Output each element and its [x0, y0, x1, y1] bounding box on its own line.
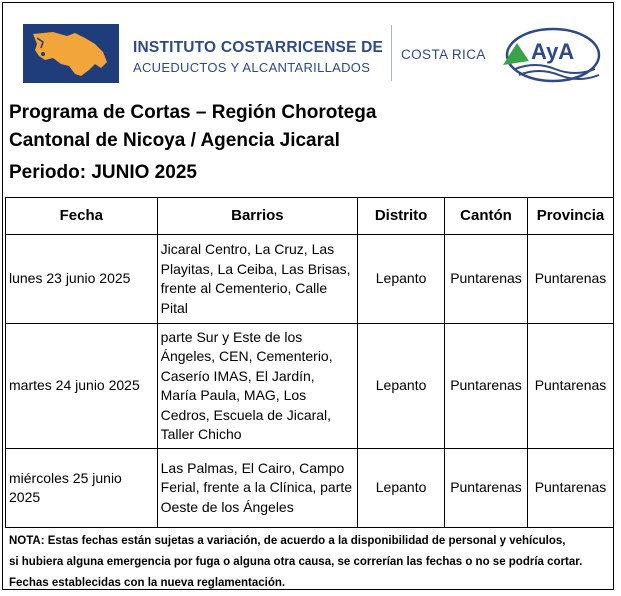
- institution-name: [133, 39, 383, 75]
- schedule-table: [5, 197, 614, 528]
- col-header-provincia: Provincia: [527, 198, 613, 235]
- cell-fecha: martes 24 junio 2025: [6, 324, 158, 449]
- note-line-3: Fechas establecidas con la nueva reglamentación.: [9, 577, 286, 589]
- cell-canton: Puntarenas: [445, 324, 528, 449]
- table-row: [6, 324, 614, 449]
- aya-logo-text: AyA: [531, 39, 575, 64]
- cell-provincia: Puntarenas: [527, 324, 613, 449]
- col-header-distrito: Distrito: [358, 198, 445, 235]
- table-header-row: [6, 198, 614, 235]
- col-header-fecha: Fecha: [6, 198, 158, 235]
- note-line-1: NOTA: Estas fechas están sujetas a variación, de acuerdo a la disponibilidad de personal y vehículos,: [9, 535, 566, 547]
- cell-canton: Puntarenas: [445, 449, 528, 528]
- aya-logo: [495, 25, 605, 88]
- agency-title: Cantonal de Nicoya / Agencia Jicaral: [9, 130, 340, 151]
- col-header-canton: Cantón: [445, 198, 528, 235]
- cell-fecha: miércoles 25 junio 2025: [6, 449, 158, 528]
- costa-rica-map-icon: [23, 24, 119, 83]
- titles-block: [9, 99, 376, 187]
- period-title: Periodo: JUNIO 2025: [9, 162, 197, 183]
- disclaimer-note: [9, 531, 613, 594]
- cell-distrito: Lepanto: [358, 449, 445, 528]
- cell-fecha: lunes 23 junio 2025: [6, 235, 158, 324]
- table-row: [6, 235, 614, 324]
- cell-provincia: Puntarenas: [527, 449, 613, 528]
- cell-distrito: Lepanto: [358, 235, 445, 324]
- country-label: COSTA RICA: [401, 47, 486, 62]
- cell-canton: Puntarenas: [445, 235, 528, 324]
- cell-distrito: Lepanto: [358, 324, 445, 449]
- table-row: [6, 449, 614, 528]
- col-header-barrios: Barrios: [157, 198, 358, 235]
- document-sheet: [2, 2, 614, 590]
- institution-name-line2: ACUEDUCTOS Y ALCANTARILLADOS: [133, 60, 371, 75]
- cell-barrios: Jicaral Centro, La Cruz, Las Playitas, La Ceiba, Las Brisas, frente al Cementerio, Calle Pital: [157, 235, 358, 324]
- institution-banner: [23, 21, 606, 85]
- cell-barrios: Las Palmas, El Cairo, Campo Ferial, frente a la Clínica, parte Oeste de los Ángeles: [157, 449, 358, 528]
- cell-barrios: parte Sur y Este de los Ángeles, CEN, Cementerio, Caserío IMAS, El Jardín, María Paula, MAG, Los Cedros, Escuela de Jicaral, Taller Chicho: [157, 324, 358, 449]
- banner-divider: [391, 25, 392, 81]
- institution-name-line1: INSTITUTO COSTARRICENSE DE: [133, 39, 384, 56]
- note-line-2: si hubiera alguna emergencia por fuga o alguna otra causa, se correrían las fechas o no se podría cortar.: [9, 556, 583, 568]
- cell-provincia: Puntarenas: [527, 235, 613, 324]
- program-title: Programa de Cortas – Región Chorotega: [9, 102, 377, 123]
